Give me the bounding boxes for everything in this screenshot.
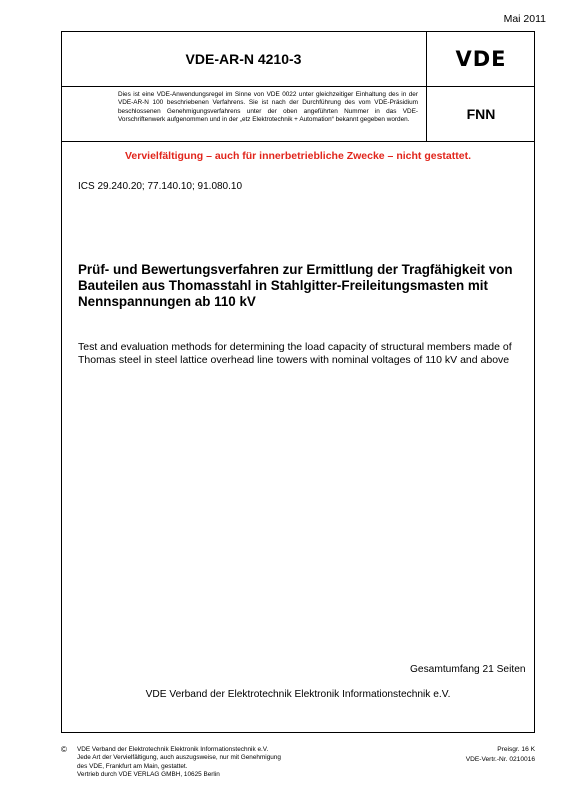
vde-logo <box>427 31 535 87</box>
title-german: Prüf- und Bewertungsverfahren zur Ermittlung der Tragfähigkeit von Bauteilen aus Thomasstahl in Stahlgitter-Freileitungsmasten mit Nennspannungen ab 110 kV <box>78 262 513 310</box>
reproduction-notice: Vervielfältigung – auch für innerbetriebliche Zwecke – nicht gestattet. <box>124 150 471 162</box>
copyright-line: Jede Art der Vervielfältigung, auch auszugsweise, nur mit Genehmigung <box>77 754 281 762</box>
copyright-line: Vertrieb durch VDE VERLAG GMBH, 10625 Berlin <box>77 771 220 779</box>
copyright-line: VDE Verband der Elektrotechnik Elektronik Informationstechnik e.V. <box>77 746 269 753</box>
copyright-block <box>77 746 367 780</box>
copyright-line: des VDE, Frankfurt am Main, gestattet. <box>77 762 188 770</box>
title-english: Test and evaluation methods for determining the load capacity of structural members made of Thomas steel in steel lattice overhead line towers with nominal voltages of 110 kV and above <box>78 341 512 366</box>
standard-number: VDE-AR-N 4210-3 <box>61 31 427 87</box>
total-pages: Gesamtumfang 21 Seiten <box>410 664 526 675</box>
fnn-label: FNN <box>466 106 496 122</box>
publication-date: Mai 2011 <box>503 13 546 25</box>
order-number: VDE-Vertr.-Nr. 0210016 <box>465 756 535 763</box>
ics-codes: ICS 29.240.20; 77.140.10; 91.080.10 <box>78 181 243 192</box>
vde-logo-text: VDE <box>455 46 507 71</box>
header-divider <box>61 141 535 142</box>
copyright-symbol: © <box>61 745 67 754</box>
price-block <box>466 745 535 765</box>
organization-name: VDE Verband der Elektrotechnik Elektronik Informationstechnik e.V. <box>145 689 451 700</box>
application-rule-notice: Dies ist eine VDE-Anwendungsregel im Sinne von VDE 0022 unter gleichzeitiger Einhaltung des in der VDE-AR-N 100 beschriebenen Verfahrens. Sie ist nach der Durchführung des vom VDE-Präsidium beschlossenen Genehmigungsverfahrens unter der oben angeführten Nummer in das VDE-Vorschriftenwerk aufgenommen und in der „etz Elektrotechnik + Automation“ bekannt gegeben worden. <box>61 87 427 141</box>
price-group: Preisgr. 16 K <box>497 746 535 753</box>
